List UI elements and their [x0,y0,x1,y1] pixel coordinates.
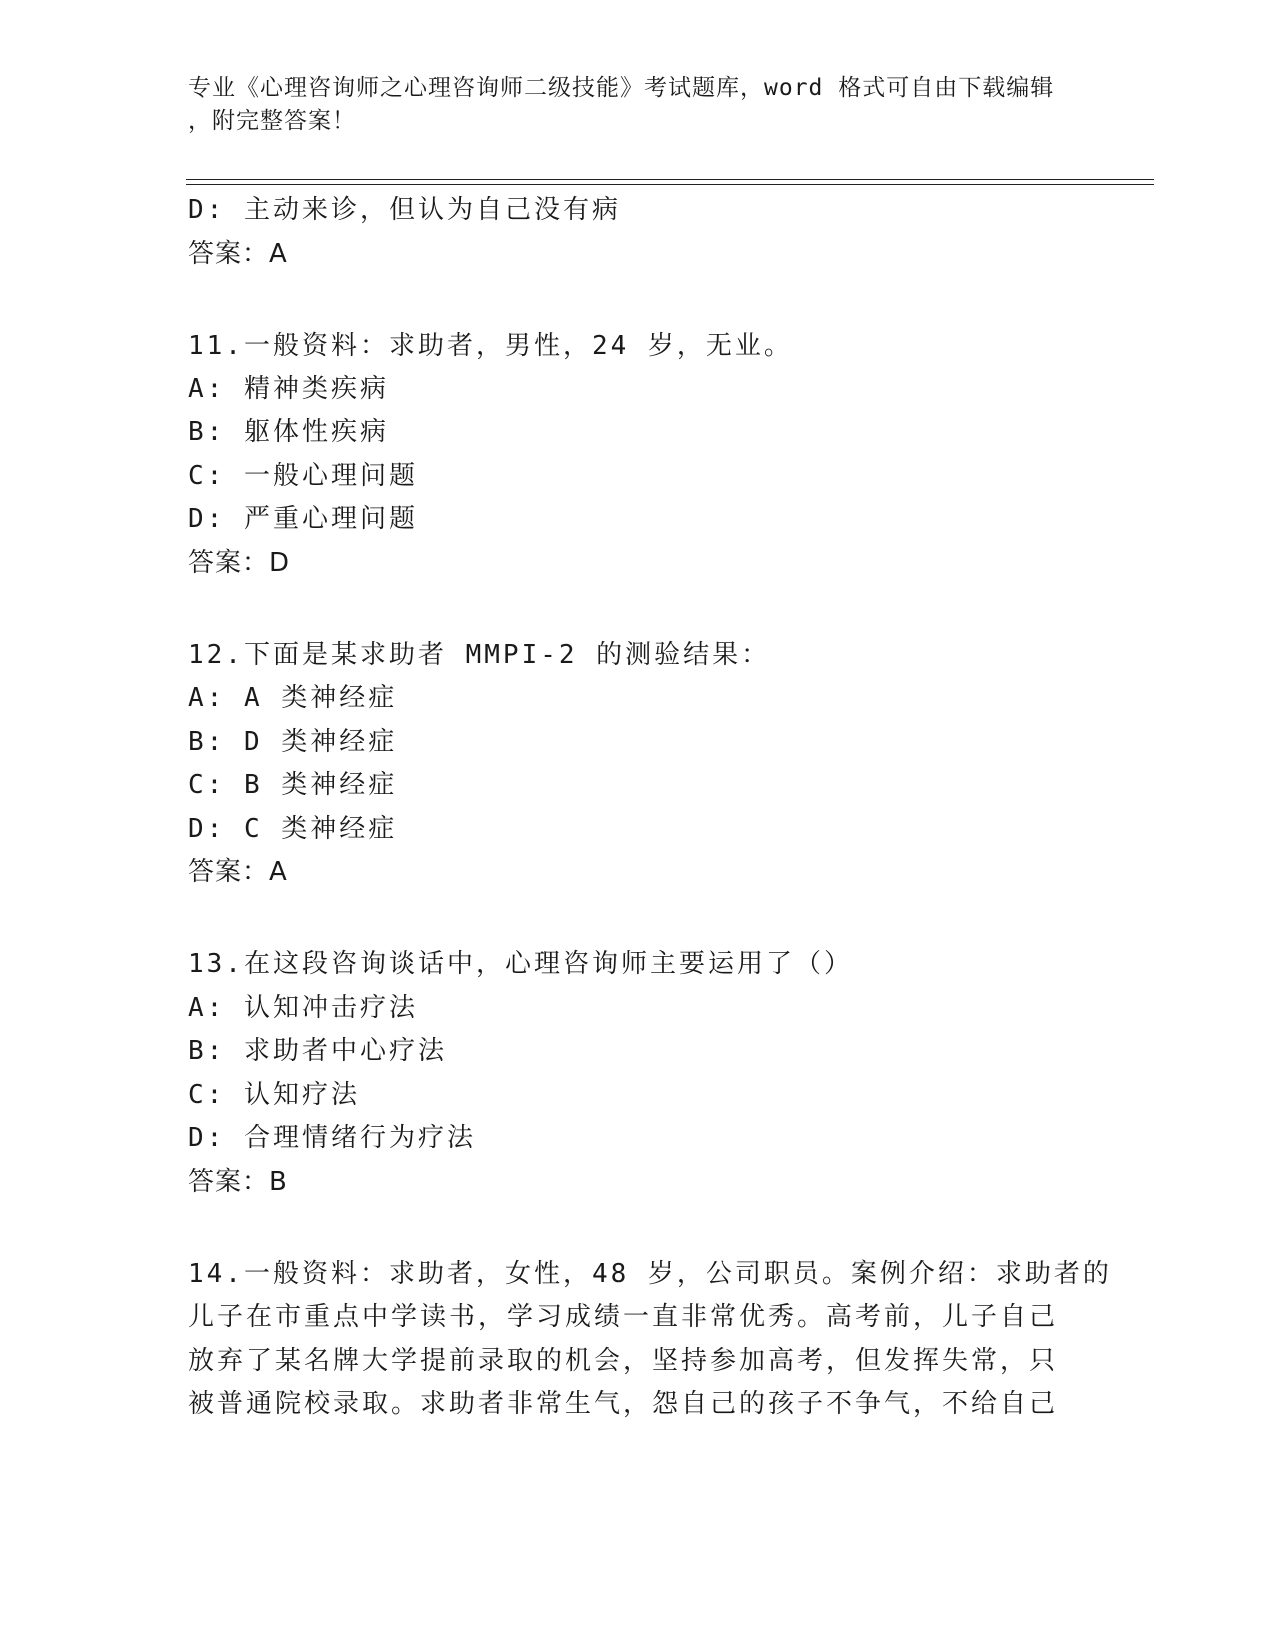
q12-option-b: B: D 类神经症 [188,727,398,757]
header-line-1: 专业《心理咨询师之心理咨询师二级技能》考试题库，word 格式可自由下载编辑 [188,75,1055,101]
q14-stem-line-2: 儿子在市重点中学读书，学习成绩一直非常优秀。高考前，儿子自己 [188,1302,1059,1332]
q13-stem: 13.在这段咨询谈话中，心理咨询师主要运用了（） [188,949,853,979]
q11-option-b: B: 躯体性疾病 [188,417,389,447]
q10-answer: 答案：A [188,239,288,269]
q13-option-b: B: 求助者中心疗法 [188,1036,447,1066]
q11-option-d: D: 严重心理问题 [188,504,418,534]
q14-stem-line-3: 放弃了某名牌大学提前录取的机会，坚持参加高考，但发挥失常，只 [188,1346,1059,1376]
q12-answer: 答案：A [188,857,288,887]
q14-stem-line-4: 被普通院校录取。求助者非常生气，怨自己的孩子不争气，不给自己 [188,1389,1059,1419]
q11-answer: 答案：D [188,548,291,578]
q13-answer: 答案：B [188,1167,288,1197]
document-header [188,72,1088,138]
q11-option-a: A: 精神类疾病 [188,374,389,404]
q14-stem-line-1: 14.一般资料：求助者，女性，48 岁，公司职员。案例介绍：求助者的 [188,1259,1112,1289]
header-divider-bottom [186,184,1154,185]
q12-option-d: D: C 类神经症 [188,814,398,844]
q10-option-d: D: 主动来诊，但认为自己没有病 [188,195,621,225]
q12-option-c: C: B 类神经症 [188,770,398,800]
header-divider-top [186,179,1154,180]
q13-option-a: A: 认知冲击疗法 [188,993,418,1023]
q13-option-d: D: 合理情绪行为疗法 [188,1123,476,1153]
q12-stem: 12.下面是某求助者 MMPI-2 的测验结果： [188,640,771,670]
header-line-2: ，附完整答案！ [188,108,356,134]
q11-option-c: C: 一般心理问题 [188,461,418,491]
q11-stem: 11.一般资料：求助者，男性，24 岁，无业。 [188,331,793,361]
q13-option-c: C: 认知疗法 [188,1080,360,1110]
q12-option-a: A: A 类神经症 [188,683,398,713]
